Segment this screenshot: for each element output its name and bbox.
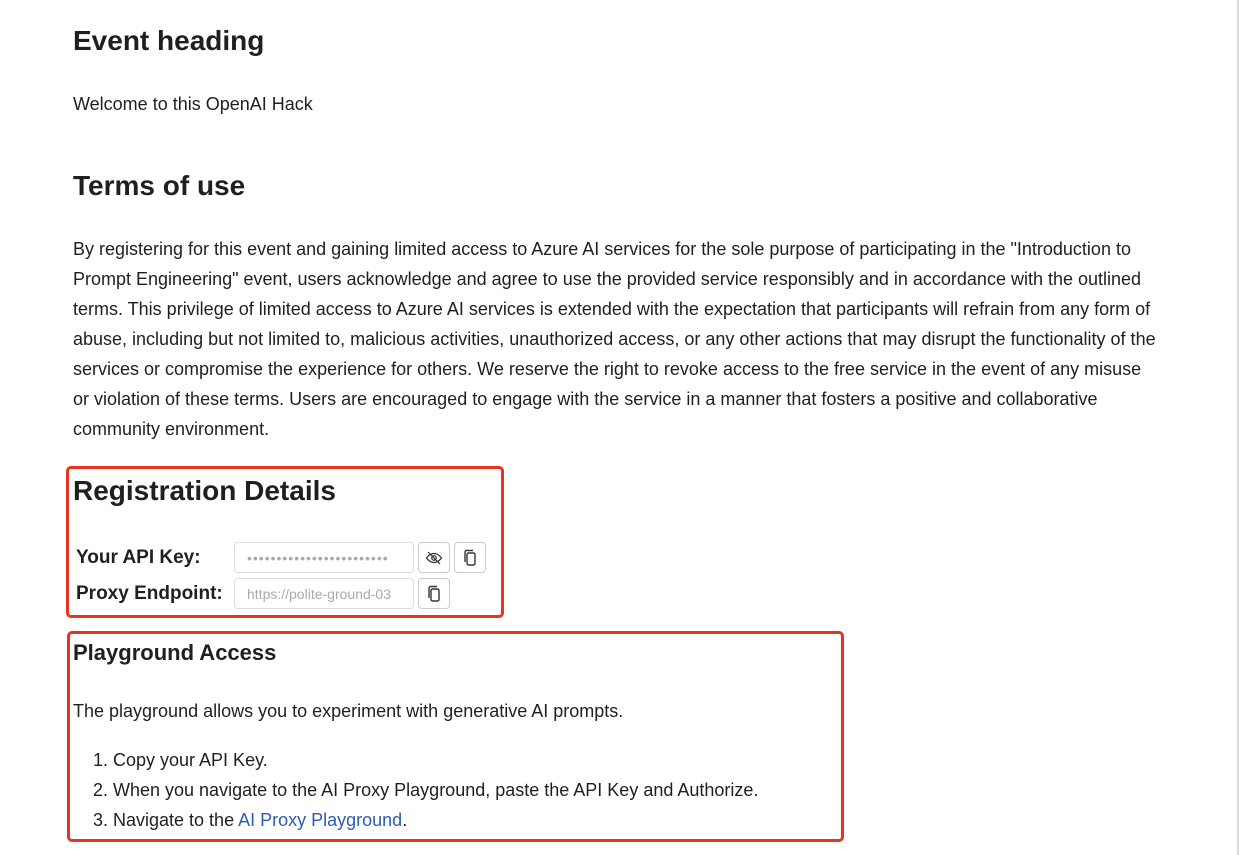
toggle-visibility-button[interactable] xyxy=(418,542,450,573)
copy-icon xyxy=(462,549,478,567)
terms-heading: Terms of use xyxy=(73,170,246,201)
step-3-prefix: Navigate to the xyxy=(113,810,239,830)
eye-off-icon xyxy=(425,549,443,567)
playground-intro: The playground allows you to experiment with generative AI prompts. xyxy=(73,701,624,721)
welcome-text: Welcome to this OpenAI Hack xyxy=(73,94,313,114)
api-key-label: Your API Key: xyxy=(76,546,201,568)
copy-api-key-button[interactable] xyxy=(454,542,486,573)
copy-endpoint-button[interactable] xyxy=(418,578,450,609)
terms-body: By registering for this event and gaining limited access to Azure AI services for the sole purpose of participating in the "Introduction to Prompt Engineering" event, users acknowledge and agree to use the provided service responsibly and in accordance with the outlined terms. This privilege of limited access to Azure AI services is extended with the expectation that participants will refrain from any form of abuse, including but not limited to, malicious activities, unauthorized access, or any other actions that may disrupt the functionality of the services or compromise the experience for others. We reserve the right to revoke access to the free service in the event of any misuse or violation of these terms. Users are encouraged to engage with the service in a manner that fosters a positive and collaborative community environment. xyxy=(73,239,1156,439)
registration-heading: Registration Details xyxy=(73,475,336,506)
step-3 xyxy=(113,805,758,835)
playground-steps xyxy=(73,745,758,835)
endpoint-input[interactable]: https://polite-ground-03 xyxy=(234,578,414,609)
endpoint-label: Proxy Endpoint: xyxy=(76,582,223,604)
step-3-suffix: . xyxy=(402,810,408,830)
ai-proxy-playground-link[interactable]: AI Proxy Playground xyxy=(238,810,403,830)
copy-icon xyxy=(426,585,442,603)
endpoint-row xyxy=(76,578,450,609)
playground-heading: Playground Access xyxy=(73,640,277,665)
step-2: 2. When you navigate to the AI Proxy Playground, paste the API Key and Authorize. xyxy=(113,775,758,805)
step-1: 1. Copy your API Key. xyxy=(113,745,758,775)
api-key-row xyxy=(76,542,486,573)
api-key-input[interactable]: •••••••••••••••••••••••• xyxy=(234,542,414,573)
event-heading: Event heading xyxy=(73,25,265,56)
